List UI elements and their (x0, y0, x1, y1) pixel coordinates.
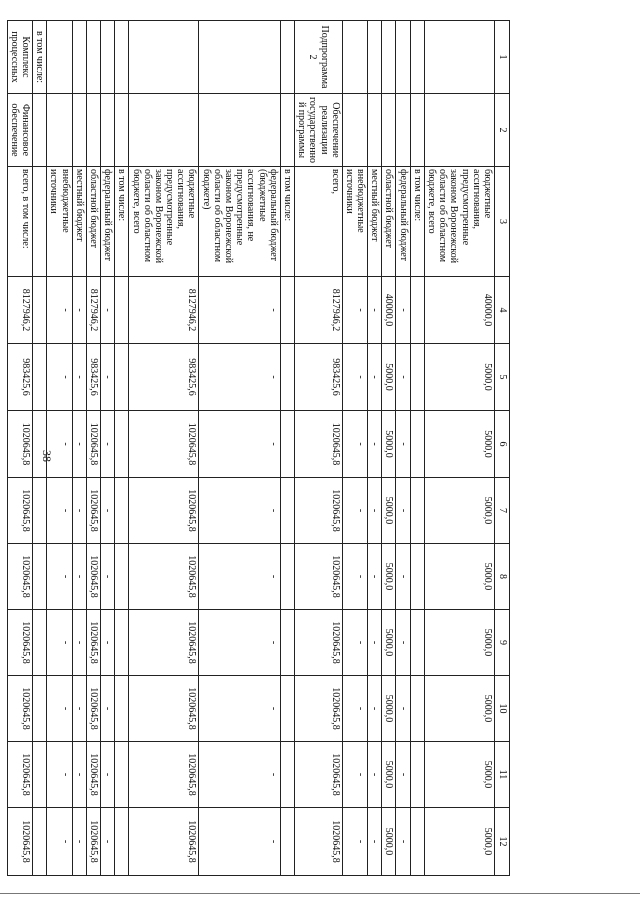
value-cell: - (199, 742, 280, 808)
value-cell (280, 544, 294, 610)
value-cell: - (47, 277, 72, 344)
table-row (86, 21, 100, 876)
value-cell: - (72, 411, 86, 478)
value-cell (280, 610, 294, 676)
value-cell (33, 277, 47, 344)
value-cell: - (396, 277, 410, 344)
name-cell (280, 94, 294, 167)
column-number-8: 8 (495, 544, 510, 610)
table-row (115, 21, 129, 876)
value-cell: - (47, 610, 72, 676)
column-number-4: 4 (495, 277, 510, 344)
value-cell (410, 742, 424, 808)
table-row (33, 21, 47, 876)
program-cell: в том числе: (33, 21, 47, 94)
value-cell: - (199, 676, 280, 742)
value-cell: - (47, 742, 72, 808)
program-cell (129, 21, 199, 94)
value-cell: - (72, 478, 86, 544)
value-cell: 1020645,8 (129, 544, 199, 610)
source-cell: бюджетные ассигнования, предусмотренные законом Воронежской области об областном бюджете, всего (424, 167, 494, 277)
value-cell: - (368, 742, 382, 808)
page-number: 38 (40, 450, 54, 462)
value-cell: 5000,0 (382, 411, 396, 478)
value-cell: 1020645,8 (86, 742, 100, 808)
name-cell (396, 94, 410, 167)
value-cell: 1020645,8 (86, 478, 100, 544)
name-cell (72, 94, 86, 167)
column-number-9: 9 (495, 610, 510, 676)
value-cell: 8127946,2 (86, 277, 100, 344)
value-cell: - (368, 610, 382, 676)
table-row (396, 21, 410, 876)
program-cell (342, 21, 367, 94)
value-cell: 1020645,8 (7, 610, 32, 676)
value-cell: - (47, 411, 72, 478)
value-cell: 5000,0 (424, 411, 494, 478)
value-cell: - (72, 277, 86, 344)
value-cell: - (47, 676, 72, 742)
value-cell: - (396, 344, 410, 411)
value-cell (115, 808, 129, 876)
value-cell: 5000,0 (382, 544, 396, 610)
value-cell: - (72, 742, 86, 808)
value-cell: 1020645,8 (129, 742, 199, 808)
value-cell: - (101, 478, 115, 544)
value-cell (115, 742, 129, 808)
source-cell: внебюджетные источники (342, 167, 367, 277)
value-cell: 1020645,8 (295, 544, 343, 610)
value-cell (410, 277, 424, 344)
program-cell: Подпрограмма 2 (295, 21, 343, 94)
value-cell (280, 344, 294, 411)
table-row (410, 21, 424, 876)
value-cell: - (72, 808, 86, 876)
table-row (382, 21, 396, 876)
budget-table (7, 20, 510, 876)
source-cell: в том числе: (115, 167, 129, 277)
program-cell (382, 21, 396, 94)
source-cell: федеральный бюджет (101, 167, 115, 277)
value-cell (115, 676, 129, 742)
value-cell: 1020645,8 (7, 478, 32, 544)
value-cell (280, 478, 294, 544)
value-cell: 1020645,8 (86, 411, 100, 478)
value-cell (280, 411, 294, 478)
value-cell: 5000,0 (424, 478, 494, 544)
value-cell: 5000,0 (424, 808, 494, 876)
value-cell: - (342, 277, 367, 344)
value-cell: 40000,0 (424, 277, 494, 344)
value-cell: 1020645,8 (295, 742, 343, 808)
value-cell: - (47, 544, 72, 610)
program-cell (101, 21, 115, 94)
value-cell: 1020645,8 (295, 676, 343, 742)
value-cell: - (396, 478, 410, 544)
value-cell: 5000,0 (424, 676, 494, 742)
value-cell: 8127946,2 (295, 277, 343, 344)
value-cell: - (396, 544, 410, 610)
program-cell: Комплекс процессных (7, 21, 32, 94)
table-row (280, 21, 294, 876)
column-number-1: 1 (495, 21, 510, 94)
value-cell (280, 277, 294, 344)
value-cell: 1020645,8 (86, 610, 100, 676)
source-cell: областной бюджет (382, 167, 396, 277)
program-cell (86, 21, 100, 94)
value-cell: - (342, 344, 367, 411)
value-cell: - (199, 478, 280, 544)
source-cell (33, 167, 47, 277)
name-cell (342, 94, 367, 167)
value-cell: 1020645,8 (295, 478, 343, 544)
value-cell: - (396, 742, 410, 808)
value-cell (115, 344, 129, 411)
value-cell: - (101, 277, 115, 344)
value-cell: 1020645,8 (129, 478, 199, 544)
value-cell (280, 808, 294, 876)
name-cell (199, 94, 280, 167)
value-cell (115, 610, 129, 676)
value-cell: 1020645,8 (7, 676, 32, 742)
value-cell: - (396, 610, 410, 676)
value-cell: - (396, 411, 410, 478)
source-cell: в том числе: (410, 167, 424, 277)
value-cell: - (199, 344, 280, 411)
value-cell: 1020645,8 (295, 411, 343, 478)
column-number-12: 12 (495, 808, 510, 876)
name-cell: Обеспечение реализации государственной программы (295, 94, 343, 167)
program-cell (396, 21, 410, 94)
value-cell: - (342, 544, 367, 610)
value-cell (33, 478, 47, 544)
value-cell: - (342, 478, 367, 544)
table-row (47, 21, 72, 876)
source-cell: всего, (295, 167, 343, 277)
value-cell: - (368, 544, 382, 610)
source-cell: в том числе: (280, 167, 294, 277)
column-number-7: 7 (495, 478, 510, 544)
value-cell (410, 411, 424, 478)
value-cell: - (47, 478, 72, 544)
value-cell: - (101, 742, 115, 808)
value-cell: 1020645,8 (7, 544, 32, 610)
value-cell (33, 344, 47, 411)
name-cell (129, 94, 199, 167)
column-number-11: 11 (495, 742, 510, 808)
value-cell (410, 478, 424, 544)
table-row (295, 21, 343, 876)
value-cell: 5000,0 (382, 610, 396, 676)
value-cell: - (342, 411, 367, 478)
value-cell (115, 478, 129, 544)
table-row (368, 21, 382, 876)
name-cell (410, 94, 424, 167)
value-cell (410, 808, 424, 876)
value-cell: - (396, 676, 410, 742)
value-cell: 5000,0 (382, 742, 396, 808)
column-number-10: 10 (495, 676, 510, 742)
value-cell (280, 676, 294, 742)
value-cell: - (47, 808, 72, 876)
table-row (72, 21, 86, 876)
program-cell (368, 21, 382, 94)
value-cell: 1020645,8 (86, 808, 100, 876)
name-cell (86, 94, 100, 167)
value-cell (280, 742, 294, 808)
source-cell: областной бюджет (86, 167, 100, 277)
source-cell: внебюджетные источники (47, 167, 72, 277)
value-cell: - (47, 344, 72, 411)
value-cell: - (72, 676, 86, 742)
source-cell: федеральный бюджет (бюджетные ассигнования, не предусмотренные законом Воронежской области об областном бюджете) (199, 167, 280, 277)
value-cell: 1020645,8 (295, 610, 343, 676)
value-cell: - (101, 610, 115, 676)
name-cell (368, 94, 382, 167)
value-cell: - (368, 676, 382, 742)
value-cell (33, 676, 47, 742)
name-cell (33, 94, 47, 167)
name-cell (47, 94, 72, 167)
value-cell (410, 544, 424, 610)
value-cell (33, 610, 47, 676)
source-cell: бюджетные ассигнования, предусмотренные законом Воронежской области об областном бюджете, всего (129, 167, 199, 277)
source-cell: местный бюджет (368, 167, 382, 277)
table-row (424, 21, 494, 876)
program-cell (115, 21, 129, 94)
value-cell: 1020645,8 (7, 808, 32, 876)
column-number-3: 3 (495, 167, 510, 277)
table-row (7, 21, 32, 876)
value-cell: - (101, 676, 115, 742)
column-number-6: 6 (495, 411, 510, 478)
value-cell: 1020645,8 (86, 676, 100, 742)
value-cell: - (72, 344, 86, 411)
program-cell (280, 21, 294, 94)
name-cell: Финансовое обеспечение (7, 94, 32, 167)
value-cell: - (368, 411, 382, 478)
value-cell (115, 277, 129, 344)
name-cell (115, 94, 129, 167)
bottom-rule (0, 893, 640, 894)
value-cell: 8127946,2 (129, 277, 199, 344)
source-cell: федеральный бюджет (396, 167, 410, 277)
value-cell: - (342, 742, 367, 808)
value-cell: - (72, 544, 86, 610)
table-row (101, 21, 115, 876)
value-cell: 1020645,8 (86, 544, 100, 610)
name-cell (101, 94, 115, 167)
value-cell: 8127946,2 (7, 277, 32, 344)
value-cell: - (199, 808, 280, 876)
value-cell: 5000,0 (382, 808, 396, 876)
value-cell: 983425,6 (295, 344, 343, 411)
value-cell (115, 544, 129, 610)
value-cell (410, 344, 424, 411)
value-cell: - (199, 277, 280, 344)
value-cell: 1020645,8 (129, 610, 199, 676)
value-cell: - (342, 808, 367, 876)
value-cell: 1020645,8 (295, 808, 343, 876)
program-cell (410, 21, 424, 94)
value-cell: - (368, 344, 382, 411)
value-cell: - (199, 411, 280, 478)
program-cell (47, 21, 72, 94)
value-cell (410, 610, 424, 676)
table-row (342, 21, 367, 876)
value-cell: - (368, 478, 382, 544)
header-row (495, 21, 510, 876)
value-cell: - (101, 544, 115, 610)
value-cell: 40000,0 (382, 277, 396, 344)
value-cell: 983425,6 (86, 344, 100, 411)
value-cell: - (342, 676, 367, 742)
value-cell (33, 411, 47, 478)
program-cell (199, 21, 280, 94)
value-cell: - (199, 544, 280, 610)
value-cell (115, 411, 129, 478)
column-number-5: 5 (495, 344, 510, 411)
value-cell: 5000,0 (424, 610, 494, 676)
value-cell (33, 544, 47, 610)
value-cell (33, 742, 47, 808)
value-cell: - (199, 610, 280, 676)
value-cell: 5000,0 (424, 742, 494, 808)
value-cell: - (342, 610, 367, 676)
value-cell: 1020645,8 (129, 676, 199, 742)
value-cell: 1020645,8 (7, 411, 32, 478)
table-row (129, 21, 199, 876)
value-cell: - (72, 610, 86, 676)
value-cell: 1020645,8 (7, 742, 32, 808)
value-cell: - (368, 808, 382, 876)
source-cell: всего, в том числе: (7, 167, 32, 277)
table-row (199, 21, 280, 876)
program-cell (424, 21, 494, 94)
value-cell: - (396, 808, 410, 876)
value-cell: 1020645,8 (129, 411, 199, 478)
value-cell: 5000,0 (424, 544, 494, 610)
name-cell (424, 94, 494, 167)
value-cell (33, 808, 47, 876)
value-cell: 5000,0 (382, 478, 396, 544)
value-cell: - (101, 344, 115, 411)
value-cell: 983425,6 (7, 344, 32, 411)
value-cell: 5000,0 (424, 344, 494, 411)
value-cell: 5000,0 (382, 344, 396, 411)
value-cell: - (101, 411, 115, 478)
value-cell: - (368, 277, 382, 344)
program-cell (72, 21, 86, 94)
column-number-2: 2 (495, 94, 510, 167)
value-cell: 5000,0 (382, 676, 396, 742)
value-cell: 1020645,8 (129, 808, 199, 876)
name-cell (382, 94, 396, 167)
value-cell: 983425,6 (129, 344, 199, 411)
value-cell: - (101, 808, 115, 876)
value-cell (410, 676, 424, 742)
source-cell: местный бюджет (72, 167, 86, 277)
